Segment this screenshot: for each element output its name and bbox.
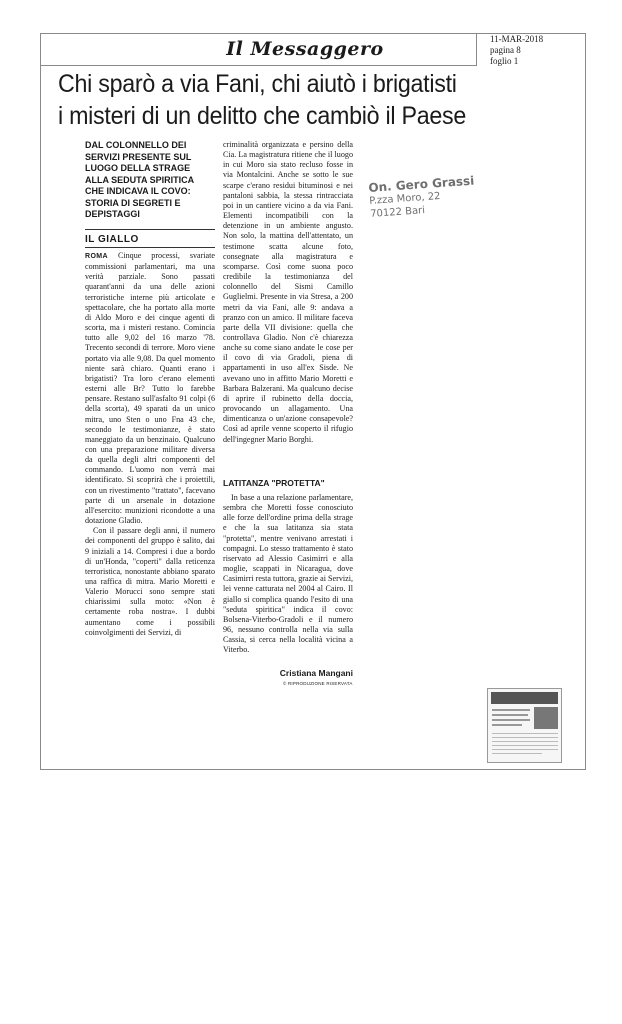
- thumbnail-line: [492, 719, 530, 721]
- thumbnail-line: [492, 749, 558, 750]
- section-label: IL GIALLO: [85, 234, 139, 245]
- section-rule-top: [85, 229, 215, 230]
- stamp-street: P.zza Moro, 22: [368, 190, 441, 207]
- author-byline: Cristiana Mangani: [279, 668, 353, 678]
- dateline: ROMA: [85, 253, 108, 260]
- article-headline: [58, 68, 542, 132]
- address-stamp: [368, 175, 477, 221]
- article-subhead: DAL COLONNELLO DEI SERVIZI PRESENTE SUL LUOGO DELLA STRAGE ALLA SEDUTA SPIRITICA CHE INDICAVA IL COVO: STORIA DI SEGRETI E DEPISTAGGI: [85, 140, 194, 219]
- column-3-text: In base a una relazione parlamentare, sembra che Moretti fosse conosciuto alle forze dell'ordine prima della strage e che la sua latitanza sia stata "protetta", mentre venivano arrestati i compagni. Lo stesso trattamento è stato riservato ad Alessio Casimirri e alla moglie, scappati in Nicaragua, dove Casimirri resta tuttora, grazie ai Servizi, lei venne catturata nel 2004 al Cairo. Il giallo si complica quando l'esito di una "seduta spiritica" indica il covo: Bolsena-Viterbo-Gradoli e il numero 96, nessuno controlla nella via sulla Cassia, si cerca nella località vicina a Viterbo.: [223, 493, 353, 655]
- thumbnail-line: [492, 741, 558, 742]
- column-2-text: criminalità organizzata e persino della Cia. La magistratura ritiene che il luogo in cui Moro sia stato recluso fosse in via Montalcini. Anche se sotto le sue scarpe c'erano residui bituminosi e nei pantaloni sabbia, la stessa rintracciata poi in un cantiere vicino a da via Fani. Elementi incompatibili con la detenzione in un ambiente angusto. Non solo, la mattina dell'attentato, un testimone scatta alcune foto, consegnate alla magistratura e scomparse. Così come suona poco credibile la testimonianza del colonnello del Sismi Camillo Guglielmi. Presente in via Stresa, a 200 metri da via Fani, alle 9: andava a pranzo con un amico. Il militare faceva parte della VII divisione: quella che controllava Gladio. Non c'è chiarezza anche su come siano andate le cose per il covo di via Gradoli, piena di appartamenti in uso all'ex Sisde. Ne avevano uno in affitto Mario Moretti e Barbara Balzerani. Ma qualcuno decise di aprire il rubinetto della doccia, provocando un allagamento. Una dimenticanza o un'azione consapevole? Così ad aprile venne scoperto il rifugio dell'ingegner Mario Borghi.: [223, 140, 353, 444]
- stamp-name: On. Gero Grassi: [367, 173, 475, 195]
- clipping-meta: [490, 34, 543, 67]
- article-column-1: [85, 251, 215, 681]
- thumbnail-line: [492, 714, 528, 716]
- thumbnail-line: [492, 737, 558, 738]
- newspaper-masthead: Il Messaggero: [226, 38, 384, 60]
- thumbnail-line: [492, 724, 522, 726]
- article-column-3: [223, 493, 353, 671]
- thumbnail-header: [491, 692, 558, 704]
- stamp-city: 70122 Bari: [369, 205, 426, 220]
- clipping-page: pagina 8: [490, 45, 521, 55]
- section-rule-bottom: [85, 247, 215, 248]
- column-subhead: LATITANZA "PROTETTA": [223, 478, 325, 488]
- thumbnail-line: [492, 709, 530, 711]
- column-1-text: Cinque processi, svariate commissioni parlamentari, ma una verità parziale. Sono passati quarant'anni da una delle azioni terroristiche interne più articolate e spettacolare, che ha portato alla morte di Aldo Moro e dei cinque agenti di scorta, ma i misteri restano. Comincia tutto alle 9,02 del 16 marzo '78. Trecento secondi di terrore. Moro viene portato via alle 9,08. Da quel momento niente sarà chiaro. Quanti erano i brigatisti? Tra loro c'erano elementi esterni alle Br? Tutto lo farebbe pensare. Restano sull'asfalto 91 colpi (6 della scorta), 49 sparati da un unico mitra, uno Sten o uno Fna 43 che, secondo le testimonianze, è stato maneggiato da un benzinaio. Qualcuno con una preparazione militare diversa da quella degli altri componenti del commando. L'uomo non verrà mai identificato. Si scoprirà che i proiettili, con un rivestimento "trattato", facevano parte di un arsenale in dotazione all'esercito: munizioni ricondotte a una dotazione Gladio.: [85, 251, 215, 526]
- column-1-paragraph-2: Con il passare degli anni, il numero dei componenti del gruppo è salito, dai 9 iniziali a 14. Compresi i due a bordo di un'Honda, "coperti" dalla reticenza terroristica, nonostante abbiano sparato una raffica di mitra. Mario Moretti e Valerio Morucci sono sempre stati chiarissimi sulla moto: «Non è certamente roba nostra». I dubbi aumentano come i possibili coinvolgimenti dei Servizi, di: [85, 526, 215, 637]
- headline-line-2: i misteri di un delitto che cambiò il Paese: [58, 102, 466, 130]
- page-thumbnail: [487, 688, 562, 763]
- thumbnail-line: [492, 753, 542, 754]
- thumbnail-photo: [534, 707, 558, 729]
- thumbnail-line: [492, 733, 558, 734]
- headline-line-1: Chi sparò a via Fani, chi aiutò i brigatisti: [58, 70, 457, 98]
- clipping-date: 11-MAR-2018: [490, 34, 544, 44]
- clipping-sheet: foglio 1: [490, 56, 519, 66]
- article-column-2: [223, 140, 353, 490]
- thumbnail-line: [492, 745, 558, 746]
- copyright-notice: © RIPRODUZIONE RISERVATA: [283, 681, 353, 686]
